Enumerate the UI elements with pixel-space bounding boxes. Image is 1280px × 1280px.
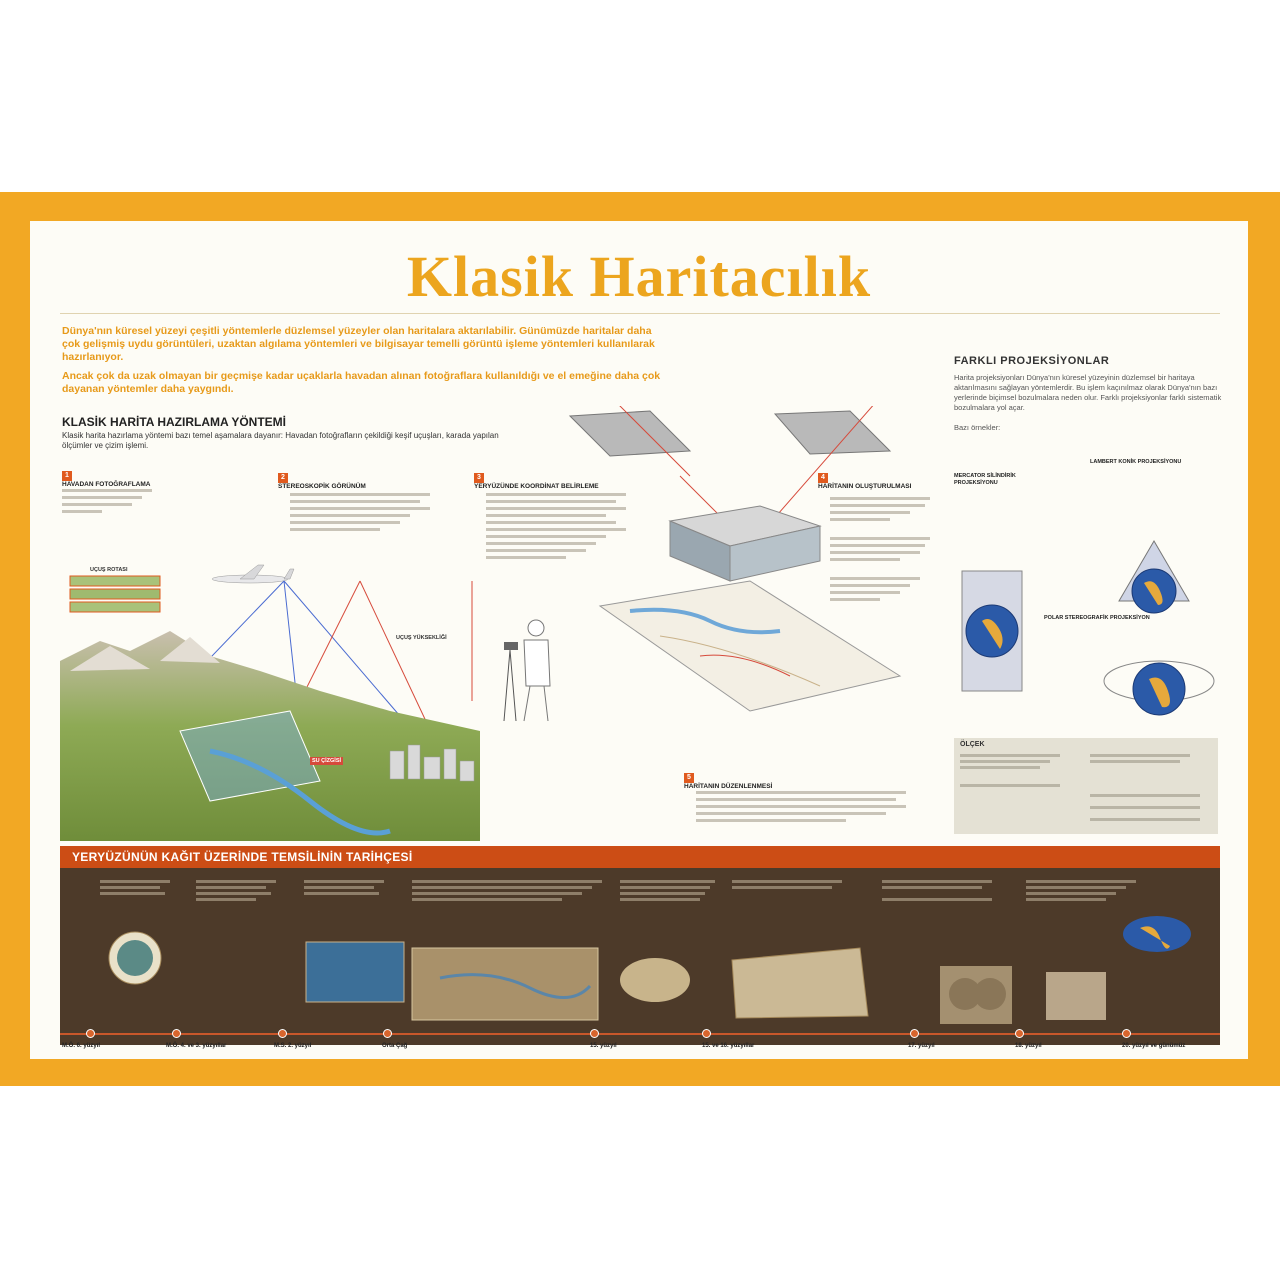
timeline-dot (702, 1029, 711, 1038)
history-images (60, 868, 1220, 1045)
step-number: 4 (818, 473, 828, 483)
timeline-label: 20. yüzyıl ve günümüz (1122, 1043, 1186, 1049)
timeline-label: 17. yüzyıl (908, 1043, 935, 1049)
timeline-label: Orta Çağ (382, 1043, 408, 1049)
history-panel (60, 868, 1220, 1045)
timeline-label: 15. ve 16. yüzyıllar (702, 1043, 755, 1049)
intro-paragraph: Ancak çok da uzak olmayan bir geçmişe kadar uçaklarla havadan alınan fotoğraflara kullanıldığı ve el emeğine daha çok dayanan yöntemler daha yaygındı. (62, 370, 661, 395)
scale-title: ÖLÇEK (960, 741, 985, 748)
scale-box (954, 738, 1218, 834)
timeline-label: 18. yüzyıl (1015, 1043, 1042, 1049)
projections-examples-label: Bazı örnekler: (954, 423, 1001, 432)
history-band (60, 846, 1220, 868)
step-heading: HAVADAN FOTOĞRAFLAMA (62, 481, 151, 488)
projection-name: LAMBERT KONİK PROJEKSİYONU (1090, 459, 1182, 465)
flight-path-label: UÇUŞ ROTASI (90, 567, 128, 573)
step-number: 5 (684, 773, 694, 783)
timeline-label: M.Ö. 6. yüzyıl (62, 1043, 101, 1049)
timeline-dot (1015, 1029, 1024, 1038)
step-2 (278, 473, 428, 494)
timeline-dot (1122, 1029, 1131, 1038)
flight-path-strips (70, 576, 160, 612)
title-divider (60, 313, 1220, 314)
mercator-note (954, 473, 1054, 487)
timeline-label: 15. yüzyıl (590, 1043, 617, 1049)
step-number: 3 (474, 473, 484, 483)
projections-description (954, 373, 1224, 433)
intro-paragraph: Dünya'nın küresel yüzeyi çeşitli yöntemlerle düzlemsel yüzeyler olan haritalara aktarılabilir. Günümüzde haritalar daha çok gelişmiş uydu görüntüleri, uzaktan algılama yöntemleri ve bilgisayar temelli görüntü işleme yöntemleri kullanılarak hazırlanıyor. (62, 325, 655, 363)
step-heading: YERYÜZÜNDE KOORDİNAT BELİRLEME (474, 483, 599, 490)
step-number: 2 (278, 473, 288, 483)
projections-desc-text: Harita projeksiyonları Dünya'nın küresel yüzeyinin düzlemsel bir haritaya aktarılmasını sağlayan yöntemlerdir. Bu işlem kaçınılmaz olarak Dünya'nın bazı yerlerinde biçimsel bozulmalara neden olur. Farklı projeksiyonlar farklı sistematik bozulmalara yol açar. (954, 373, 1222, 412)
timeline-dot (383, 1029, 392, 1038)
step-number: 1 (62, 471, 72, 481)
timeline-line (60, 1033, 1220, 1035)
timeline-dot (172, 1029, 181, 1038)
projections-title: FARKLI PROJEKSİYONLAR (954, 355, 1110, 367)
projection-diagrams (954, 531, 1224, 731)
map-construction-illustration (560, 406, 910, 736)
timeline-label: M.Ö. 4. ve 3. yüzyıllar (166, 1043, 227, 1049)
scale-text-lines (960, 754, 1210, 828)
surveyor-illustration (500, 616, 560, 726)
method-description: Klasik harita hazırlama yöntemi bazı temel aşamalara dayanır: Havadan fotoğrafların çekildiği keşif uçuşları, karada yapılan ölçümler ve çizim işlemi. (62, 431, 499, 450)
projection-name: POLAR STEREOGRAFİK PROJEKSİYON (1044, 615, 1150, 621)
timeline-dot (590, 1029, 599, 1038)
step-heading: HARİTANIN DÜZENLENMESİ (684, 783, 773, 790)
flight-height-label: UÇUŞ YÜKSEKLİĞİ (396, 635, 447, 641)
method-title: KLASİK HARİTA HAZIRLAMA YÖNTEMİ (62, 415, 286, 429)
timeline-dot (278, 1029, 287, 1038)
river-label: SU ÇİZGİSİ (312, 758, 342, 764)
step-1-text-lines (62, 489, 182, 539)
timeline-label: M.S. 2. yüzyıl (274, 1043, 312, 1049)
timeline-dot (910, 1029, 919, 1038)
poster (30, 221, 1248, 1059)
timeline-dot (86, 1029, 95, 1038)
page-title: Klasik Haritacılık (406, 244, 872, 309)
step-heading: HARİTANIN OLUŞTURULMASI (818, 483, 912, 490)
airplane-icon (212, 565, 294, 583)
projection-name: MERCATOR SİLİNDİRİK PROJEKSİYONU (954, 473, 1016, 486)
step-5-text-lines (696, 791, 916, 841)
intro-text (62, 325, 662, 402)
aerial-photography-illustration (60, 551, 480, 841)
step-heading: STEREOSKOPİK GÖRÜNÜM (278, 483, 366, 490)
lambert-note (1090, 459, 1200, 466)
history-title: YERYÜZÜNÜN KAĞIT ÜZERİNDE TEMSİLİNİN TARİHÇESİ (72, 850, 413, 864)
